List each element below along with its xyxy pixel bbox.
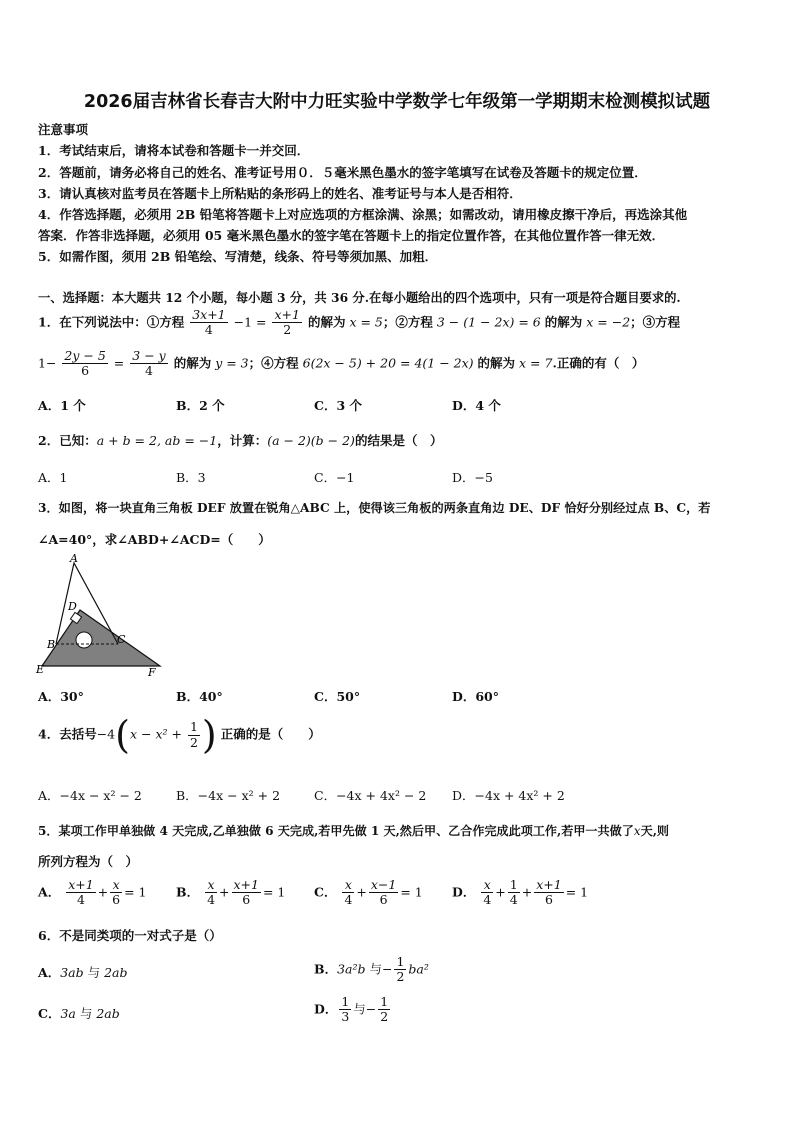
q6-option-d[interactable]: D． $\frac{1}{3}$ 与− $\frac{1}{2}$ bbox=[314, 994, 389, 1025]
notice-heading: 注意事项 bbox=[38, 122, 89, 137]
q1-option-d[interactable]: D．4 个 bbox=[452, 398, 501, 413]
section-heading: 一、选择题：本大题共 12 个小题，每小题 3 分，共 36 分.在每小题给出的四个选项中，只有一项是符合题目要求的. bbox=[38, 290, 681, 305]
question-1-line-1: 1．在下列说法中：①方程 $\frac{3x+1}{4}$ −1 = $\frac{x+1}{2}$ 的解为 x = 5；②方程 3 − (1 − 2x) = 6 的解为 x = −2；③方程 bbox=[38, 307, 681, 338]
question-3-line-1: 3．如图，将一块直角三角板 DEF 放置在锐角△ABC 上，使得该三角板的两条直角边 DE、DF 恰好分别经过点 B、C，若 bbox=[38, 501, 711, 515]
q2-option-a[interactable]: A．1 bbox=[38, 470, 68, 485]
question-2: 2．已知：a + b = 2, ab = −1，计算：(a − 2)(b − 2)的结果是（ ） bbox=[38, 433, 443, 448]
q3-option-a[interactable]: A．30° bbox=[38, 689, 84, 704]
q6-option-c[interactable]: C．3a 与 2ab bbox=[38, 1006, 120, 1021]
q6-option-a[interactable]: A．3ab 与 2ab bbox=[38, 965, 128, 980]
question-5-line-1: 5．某项工作甲单独做 4 天完成,乙单独做 6 天完成,若甲先做 1 天,然后甲、乙合作完成此项工作,若甲一共做了x天,则 bbox=[38, 824, 670, 838]
q3-option-d[interactable]: D．60° bbox=[452, 689, 499, 704]
point-label-d: D bbox=[68, 600, 77, 613]
q4-option-d[interactable]: D．−4x + 4x² + 2 bbox=[452, 788, 565, 803]
notice-item: 4．作答选择题，必须用 2B 铅笔将答题卡上对应选项的方框涂满、涂黑；如需改动，请用橡皮擦干净后，再选涂其他 bbox=[38, 207, 688, 222]
question-4: 4．去括号−4(x − x² + $\frac{1}{2}$ ) 正确的是（ ） bbox=[38, 713, 321, 757]
point-label-c: C bbox=[117, 633, 126, 646]
q5-option-c[interactable]: C． $\frac{x}{4}$ + $\frac{x-1}{6}$ = 1 bbox=[314, 877, 423, 908]
point-label-b: B bbox=[47, 638, 56, 651]
q5-option-a[interactable]: A． $\frac{x+1}{4}$ + $\frac{x}{6}$ = 1 bbox=[38, 877, 147, 908]
q1-option-b[interactable]: B．2 个 bbox=[176, 398, 225, 413]
notice-item: 3．请认真核对监考员在答题卡上所粘贴的条形码上的姓名、准考证号与本人是否相符． bbox=[38, 186, 522, 201]
notice-item: 答案．作答非选择题，必须用 05 毫米黑色墨水的签字笔在答题卡上的指定位置作答，在其他位置作答一律无效． bbox=[38, 228, 665, 243]
q6-option-b[interactable]: B．3a²b 与− $\frac{1}{2}$ ba² bbox=[314, 954, 429, 985]
q2-option-d[interactable]: D．−5 bbox=[452, 470, 493, 485]
question-1-line-2: 1− $\frac{2y - 5}{6}$ = $\frac{3 - y}{4}$ 的解为 y = 3；④方程 6(2x − 5) + 20 = 4(1 − 2x) 的解为 x = 7.正确的有（ ） bbox=[38, 348, 645, 379]
question-3-line-2: ∠A=40°，求∠ABD+∠ACD=（ ） bbox=[38, 532, 271, 547]
q2-option-b[interactable]: B．3 bbox=[176, 470, 206, 485]
set-square-hole bbox=[76, 632, 92, 648]
q1-option-a[interactable]: A．1 个 bbox=[38, 398, 86, 413]
point-label-f: F bbox=[148, 666, 156, 678]
page-title: 2026届吉林省长春吉大附中力旺实验中学数学七年级第一学期期末检测模拟试题 bbox=[83, 92, 711, 112]
notice-item: 2．答题前，请务必将自己的姓名、准考证号用０．５毫米黑色墨水的签字笔填写在试卷及答题卡的规定位置． bbox=[38, 165, 647, 180]
question-6: 6．不是同类项的一对式子是（） bbox=[38, 928, 222, 943]
q3-option-c[interactable]: C．50° bbox=[314, 689, 361, 704]
q5-option-b[interactable]: B． $\frac{x}{4}$ + $\frac{x+1}{6}$ = 1 bbox=[176, 877, 286, 908]
notice-item: 1．考试结束后，请将本试卷和答题卡一并交回． bbox=[38, 143, 310, 158]
q4-option-a[interactable]: A．−4x − x² − 2 bbox=[38, 788, 142, 803]
q3-option-b[interactable]: B．40° bbox=[176, 689, 223, 704]
triangle-figure bbox=[34, 553, 164, 678]
point-label-a: A bbox=[70, 553, 78, 565]
notice-item: 5．如需作图，须用 2B 铅笔绘、写清楚，线条、符号等须加黑、加粗． bbox=[38, 249, 438, 264]
q1-option-c[interactable]: C．3 个 bbox=[314, 398, 362, 413]
question-5-line-2: 所列方程为（ ） bbox=[38, 854, 139, 869]
q2-option-c[interactable]: C．−1 bbox=[314, 470, 355, 485]
q4-option-b[interactable]: B．−4x − x² + 2 bbox=[176, 788, 281, 803]
q4-option-c[interactable]: C．−4x + 4x² − 2 bbox=[314, 788, 427, 803]
point-label-e: E bbox=[36, 663, 45, 676]
q5-option-d[interactable]: D． $\frac{x}{4}$ + $\frac{1}{4}$ + $\frac{x+1}{6}$ = 1 bbox=[452, 877, 589, 908]
set-square-shape bbox=[42, 610, 160, 666]
